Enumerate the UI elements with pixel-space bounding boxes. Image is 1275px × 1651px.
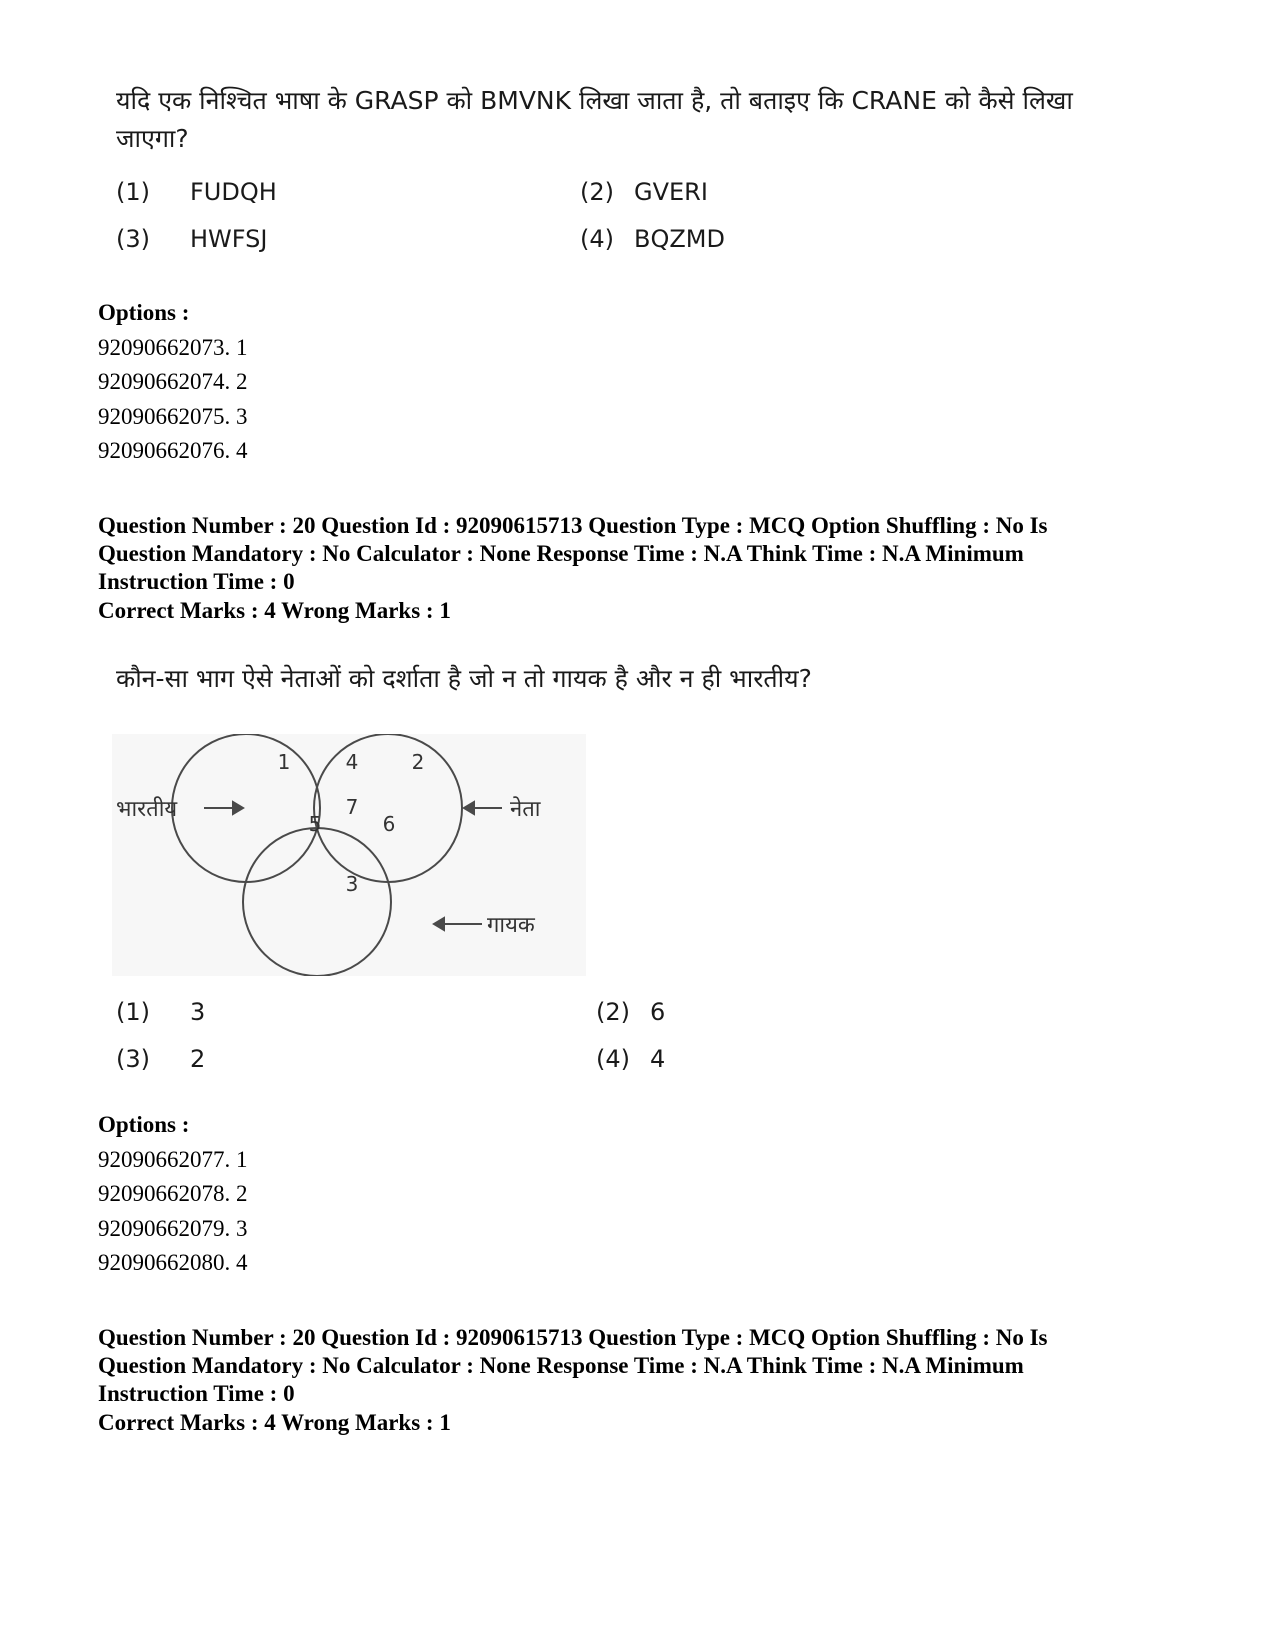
region-7: 7 [345, 795, 359, 819]
choice-2 [596, 998, 665, 1026]
choice-3 [116, 225, 267, 253]
choice-1 [116, 998, 205, 1026]
choice-4 [596, 1045, 665, 1073]
option-line: 92090662076. 4 [98, 438, 248, 463]
venn-diagram [112, 734, 586, 976]
region-2: 2 [411, 750, 425, 774]
option-line: 92090662077. 1 [98, 1146, 248, 1172]
option-line: 92090662073. 1 [98, 334, 248, 360]
region-1: 1 [277, 750, 291, 774]
question-19-text: यदि एक निश्चित भाषा के GRASP को BMVNK लिखा जाता है, तो बताइए कि CRANE को कैसे लिखा जाएगा? [116, 86, 1073, 153]
question-20-choices [116, 998, 816, 1078]
choice-number: (2) [580, 178, 614, 206]
option-line: 92090662080. 4 [98, 1250, 248, 1275]
question-19-options [98, 296, 248, 469]
meta-line: Instruction Time : 0 [98, 569, 295, 594]
region-3: 3 [345, 872, 359, 896]
option-line: 92090662079. 3 [98, 1215, 248, 1241]
question-20-meta [98, 512, 1178, 596]
question-19-choices [116, 178, 816, 258]
meta-line: Instruction Time : 0 [98, 1381, 295, 1406]
choice-text: GVERI [634, 178, 708, 206]
choice-1 [116, 178, 277, 206]
choice-number: (1) [116, 178, 150, 206]
choice-number: (1) [116, 998, 150, 1026]
label-singer: गायक [487, 913, 535, 938]
region-6: 6 [382, 812, 396, 836]
meta-line: Question Number : 20 Question Id : 92090615713 Question Type : MCQ Option Shuffling : No Is [98, 1325, 1048, 1350]
question-21-meta [98, 1324, 1178, 1408]
choice-text: HWFSJ [190, 225, 268, 253]
choice-text: 6 [650, 998, 666, 1026]
option-line: 92090662075. 3 [98, 403, 248, 429]
options-title: Options : [98, 300, 190, 325]
choice-2 [580, 178, 708, 206]
choice-text: BQZMD [634, 225, 725, 253]
question-20-options [98, 1108, 248, 1281]
choice-number: (4) [596, 1045, 630, 1073]
options-title: Options : [98, 1112, 190, 1137]
choice-text: 3 [190, 998, 206, 1026]
region-4: 4 [345, 750, 359, 774]
option-line: 92090662074. 2 [98, 369, 248, 394]
option-line: 92090662078. 2 [98, 1181, 248, 1206]
choice-3 [116, 1045, 205, 1073]
choice-number: (4) [580, 225, 614, 253]
choice-4 [580, 225, 725, 253]
region-5: 5 [308, 812, 322, 836]
question-20-text: कौन-सा भाग ऐसे नेताओं को दर्शाता है जो न तो गायक है और न ही भारतीय? [116, 664, 812, 693]
meta-line: Question Number : 20 Question Id : 92090615713 Question Type : MCQ Option Shuffling : No Is [98, 513, 1048, 538]
choice-text: 2 [190, 1045, 206, 1073]
choice-number: (2) [596, 998, 630, 1026]
meta-line: Question Mandatory : No Calculator : None Response Time : N.A Think Time : N.A Minimum [98, 541, 1024, 566]
choice-number: (3) [116, 225, 150, 253]
question-21-marks: Correct Marks : 4 Wrong Marks : 1 [98, 1410, 451, 1435]
choice-text: FUDQH [190, 178, 277, 206]
meta-line: Question Mandatory : No Calculator : None Response Time : N.A Think Time : N.A Minimum [98, 1353, 1024, 1378]
choice-text: 4 [650, 1045, 666, 1073]
choice-number: (3) [116, 1045, 150, 1073]
question-20-marks: Correct Marks : 4 Wrong Marks : 1 [98, 598, 451, 623]
label-indian: भारतीय [116, 797, 178, 822]
label-leader: नेता [510, 797, 541, 822]
